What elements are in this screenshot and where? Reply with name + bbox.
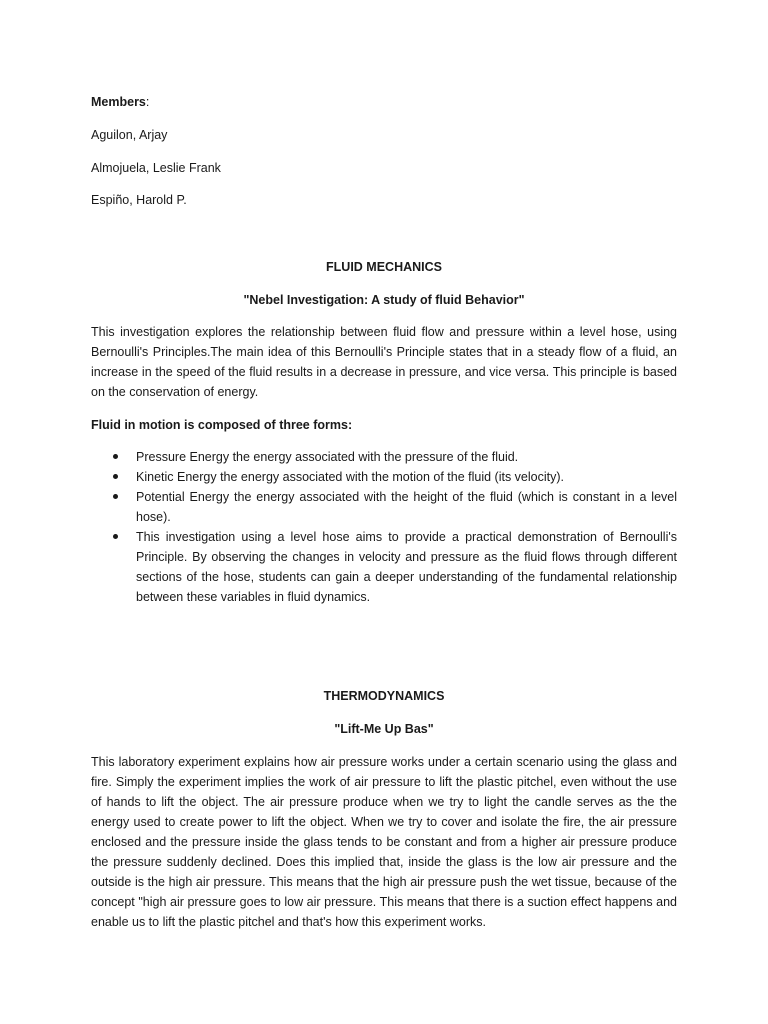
- list-item-text: Potential Energy the energy associated with the height of the fluid (which is constant in a level hose).: [136, 490, 677, 524]
- subtitle-fluid-investigation: "Nebel Investigation: A study of fluid Behavior": [243, 293, 525, 307]
- section-title-fluid-mechanics: FLUID MECHANICS: [326, 260, 442, 274]
- bullet-icon: [113, 494, 118, 499]
- list-item: [91, 527, 677, 607]
- list-item: [91, 487, 677, 527]
- subtitle-lift-me-up: "Lift-Me Up Bas": [334, 722, 434, 736]
- fluid-forms-heading: Fluid in motion is composed of three forms:: [91, 418, 353, 432]
- list-item-text: This investigation using a level hose aims to provide a practical demonstration of Bernoulli's Principle. By observing the changes in velocity and pressure as the fluid flows through different sections of the hose, students can gain a deeper understanding of the fundamental relationship between these variables in fluid dynamics.: [136, 530, 677, 604]
- fluid-intro-paragraph: This investigation explores the relationship between fluid flow and pressure within a level hose, using Bernoulli's Principles.The main idea of this Bernoulli's Principle states that in a steady flow of a fluid, an increase in the speed of the fluid results in a decrease in pressure, and vice versa. This principle is based on the conservation of energy.: [91, 325, 677, 399]
- list-item-text: Pressure Energy the energy associated with the pressure of the fluid.: [136, 450, 519, 464]
- member-name: Aguilon, Arjay: [91, 128, 168, 142]
- bullet-icon: [113, 534, 118, 539]
- member-name: Espiño, Harold P.: [91, 193, 187, 207]
- members-heading-colon: :: [145, 95, 150, 109]
- list-item-text: Kinetic Energy the energy associated with the motion of the fluid (its velocity).: [136, 470, 564, 484]
- section-title-thermodynamics: THERMODYNAMICS: [323, 689, 445, 703]
- members-heading-line: [91, 92, 149, 112]
- list-item: [91, 447, 677, 467]
- bullet-icon: [113, 474, 118, 479]
- thermo-body-paragraph: This laboratory experiment explains how air pressure works under a certain scenario using the glass and fire. Simply the experiment implies the work of air pressure to lift the plastic pitchel, even without the use of hands to lift the object. The air pressure produce when we try to light the candle serves as the the energy used to create power to lift the object. When we try to cover and isolate the fire, the air pressure enclosed and the pressure inside the glass tends to be constant and from a higher air pressure produce the pressure suddenly declined. Does this implied that, inside the glass is the low air pressure and the outside is the high air pressure. This means that the high air pressure push the wet tissue, because of the concept "high air pressure goes to low air pressure. This means that there is a suction effect happens and enable us to lift the plastic pitchel and that's how this experiment works.: [91, 755, 677, 929]
- bullet-icon: [113, 454, 118, 459]
- list-item: [91, 467, 677, 487]
- member-name: Almojuela, Leslie Frank: [91, 161, 221, 175]
- fluid-forms-list: [91, 447, 677, 607]
- members-heading: Members: [91, 95, 146, 109]
